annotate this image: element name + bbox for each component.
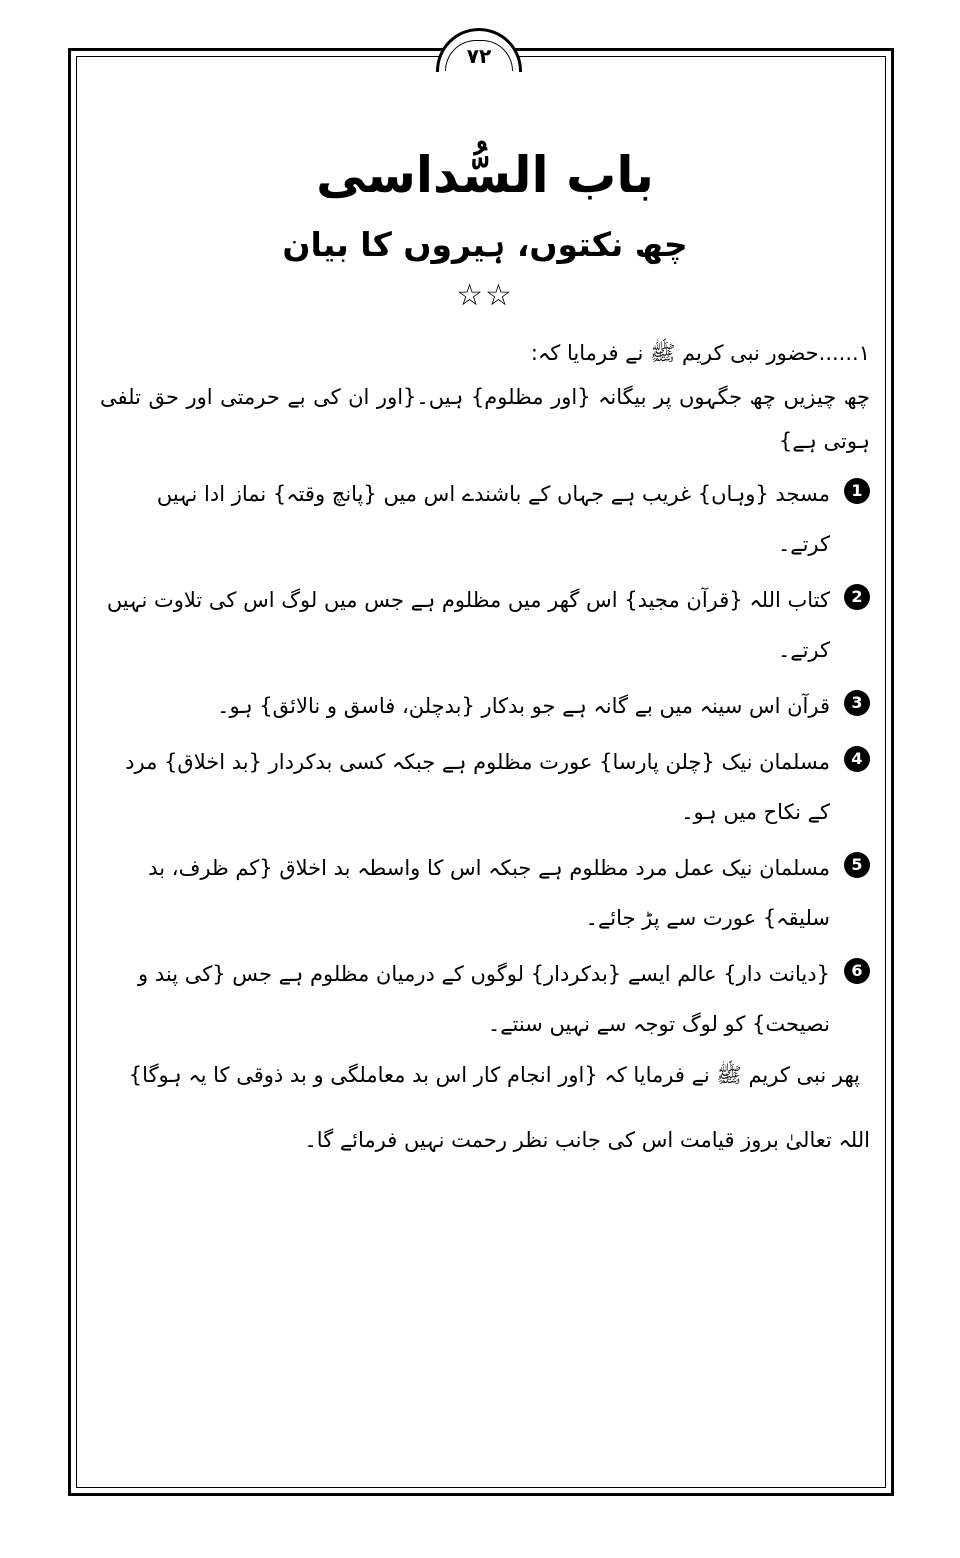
item-number-badge: 5 xyxy=(844,852,870,878)
item-number-badge: 2 xyxy=(844,584,870,610)
item-number-badge: 3 xyxy=(844,690,870,716)
chapter-title: باب السُّداسی xyxy=(316,146,654,204)
intro-text: چھ چیزیں چھ جگہوں پر بیگانہ {اور مظلوم} ہیں۔{اور ان کی بے حرمتی اور حق تلفی ہوتی ہے} xyxy=(100,385,870,453)
item-text: مسلمان نیک عمل مرد مظلوم ہے جبکہ اس کا واسطہ بد اخلاق {کم ظرف، بد سلیقہ} عورت سے پڑ جائے۔ xyxy=(148,856,830,930)
list-item xyxy=(100,681,870,731)
item-number-badge: 6 xyxy=(844,958,870,984)
closing-line-2: اللہ تعالیٰ بروز قیامت اس کی جانب نظر رحمت نہیں فرمائے گا۔ xyxy=(304,1128,870,1152)
item-number-badge: 4 xyxy=(844,746,870,772)
closing-line-1: پھر نبی کریم ﷺ نے فرمایا کہ {اور انجام کار اس بد معاملگی و بد ذوقی کا یہ ہوگا} xyxy=(128,1063,860,1087)
item-text: {دیانت دار} عالم ایسے {بدکردار} لوگوں کے درمیان مظلوم ہے جس {کی پند و نصیحت} کو لوگ توجہ سے نہیں سنتے۔ xyxy=(138,962,830,1036)
list-item xyxy=(100,949,870,1049)
item-text: قرآن اس سینہ میں بے گانہ ہے جو بدکار {بدچلن، فاسق و نالائق} ہو۔ xyxy=(217,694,830,718)
page-content xyxy=(100,120,870,1183)
page-number: ۷۲ xyxy=(445,40,513,71)
item-text: کتاب اللہ {قرآن مجید} اس گھر میں مظلوم ہے جس میں لوگ اس کی تلاوت نہیں کرتے۔ xyxy=(106,588,830,662)
item-number-badge: 1 xyxy=(844,478,870,504)
chapter-subtitle: چھ نکتوں، ہیروں کا بیان xyxy=(282,225,688,264)
list-item xyxy=(100,469,870,569)
page-number-badge xyxy=(436,28,522,72)
list-item xyxy=(100,737,870,837)
star-ornament: ☆☆ xyxy=(456,278,514,313)
item-text: مسلمان نیک {چلن پارسا} عورت مظلوم ہے جبکہ کسی بدکردار {بد اخلاق} مرد کے نکاح میں ہو۔ xyxy=(125,750,830,824)
list-item xyxy=(100,575,870,675)
intro-line: ۱......حضور نبی کریم ﷺ نے فرمایا کہ: xyxy=(530,341,870,365)
list-item xyxy=(100,843,870,943)
item-text: مسجد {وہاں} غریب ہے جہاں کے باشندے اس میں {پانچ وقتہ} نماز ادا نہیں کرتے۔ xyxy=(156,482,830,556)
